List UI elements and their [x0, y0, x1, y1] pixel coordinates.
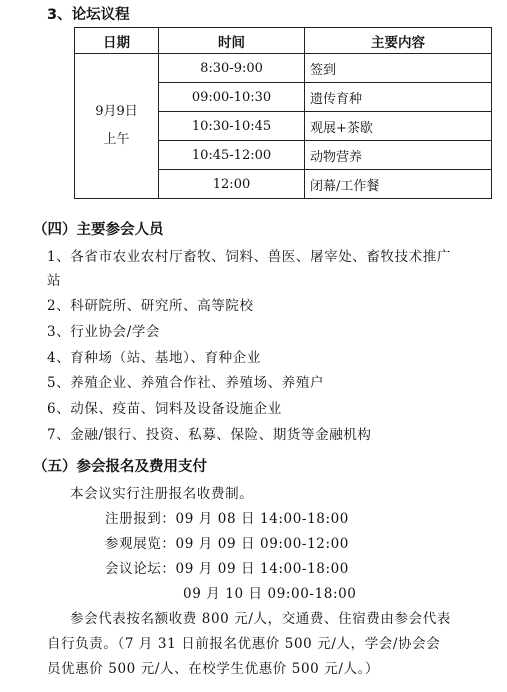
fee-text-line: 员优惠价 500 元/人、在校学生优惠价 500 元/人。） [47, 661, 380, 677]
schedule-line: 会议论坛：09 月 09 日 14:00-18:00 [105, 561, 349, 577]
agenda-item: 动物营养 [305, 141, 492, 170]
agenda-time: 12:00 [159, 170, 305, 199]
schedule-line: 注册报到：09 月 08 日 14:00-18:00 [105, 511, 349, 527]
section-title-registration: （五）参会报名及费用支付 [33, 459, 207, 475]
fee-text-line: 参会代表按名额收费 800 元/人，交通费、住宿费由参会代表 [70, 611, 451, 627]
agenda-header-row [75, 28, 492, 54]
list-item: 5、养殖企业、养殖合作社、养殖场、养殖户 [47, 375, 325, 391]
agenda-date: 9月9日 [95, 104, 138, 119]
agenda-time: 10:30-10:45 [159, 112, 305, 141]
agenda-item: 闭幕/工作餐 [305, 170, 492, 199]
agenda-time: 09:00-10:30 [159, 83, 305, 112]
list-item: 7、金融/银行、投资、私募、保险、期货等金融机构 [47, 427, 372, 443]
section-title-participants: （四）主要参会人员 [33, 222, 164, 238]
table-row [75, 54, 492, 83]
list-item: 3、行业协会/学会 [47, 324, 161, 340]
schedule-line: 09 月 10 日 09:00-18:00 [183, 586, 357, 602]
agenda-date-period: 上午 [103, 132, 130, 147]
list-item: 2、科研院所、研究所、高等院校 [47, 298, 254, 314]
agenda-item: 签到 [305, 54, 492, 83]
section-title-agenda: 3、论坛议程 [47, 7, 130, 23]
list-item: 6、动保、疫苗、饲料及设备设施企业 [47, 401, 282, 417]
header-content: 主要内容 [305, 28, 492, 54]
agenda-item: 观展+茶歇 [305, 112, 492, 141]
agenda-date-cell [75, 54, 159, 199]
list-item: 1、各省市农业农村厅畜牧、饲料、兽医、屠宰处、畜牧技术推广 [47, 249, 451, 265]
agenda-table [74, 27, 492, 199]
header-time: 时间 [159, 28, 305, 54]
list-item: 站 [47, 273, 62, 289]
agenda-item: 遗传育种 [305, 83, 492, 112]
schedule-line: 参观展览：09 月 09 日 09:00-12:00 [105, 536, 349, 552]
list-item: 4、育种场（站、基地）、育种企业 [47, 350, 261, 366]
header-date: 日期 [75, 28, 159, 54]
agenda-time: 10:45-12:00 [159, 141, 305, 170]
agenda-time: 8:30-9:00 [159, 54, 305, 83]
fee-text-line: 自行负责。（7 月 31 日前报名优惠价 500 元/人，学会/协会会 [47, 636, 441, 652]
registration-intro: 本会议实行注册报名收费制。 [70, 486, 254, 502]
